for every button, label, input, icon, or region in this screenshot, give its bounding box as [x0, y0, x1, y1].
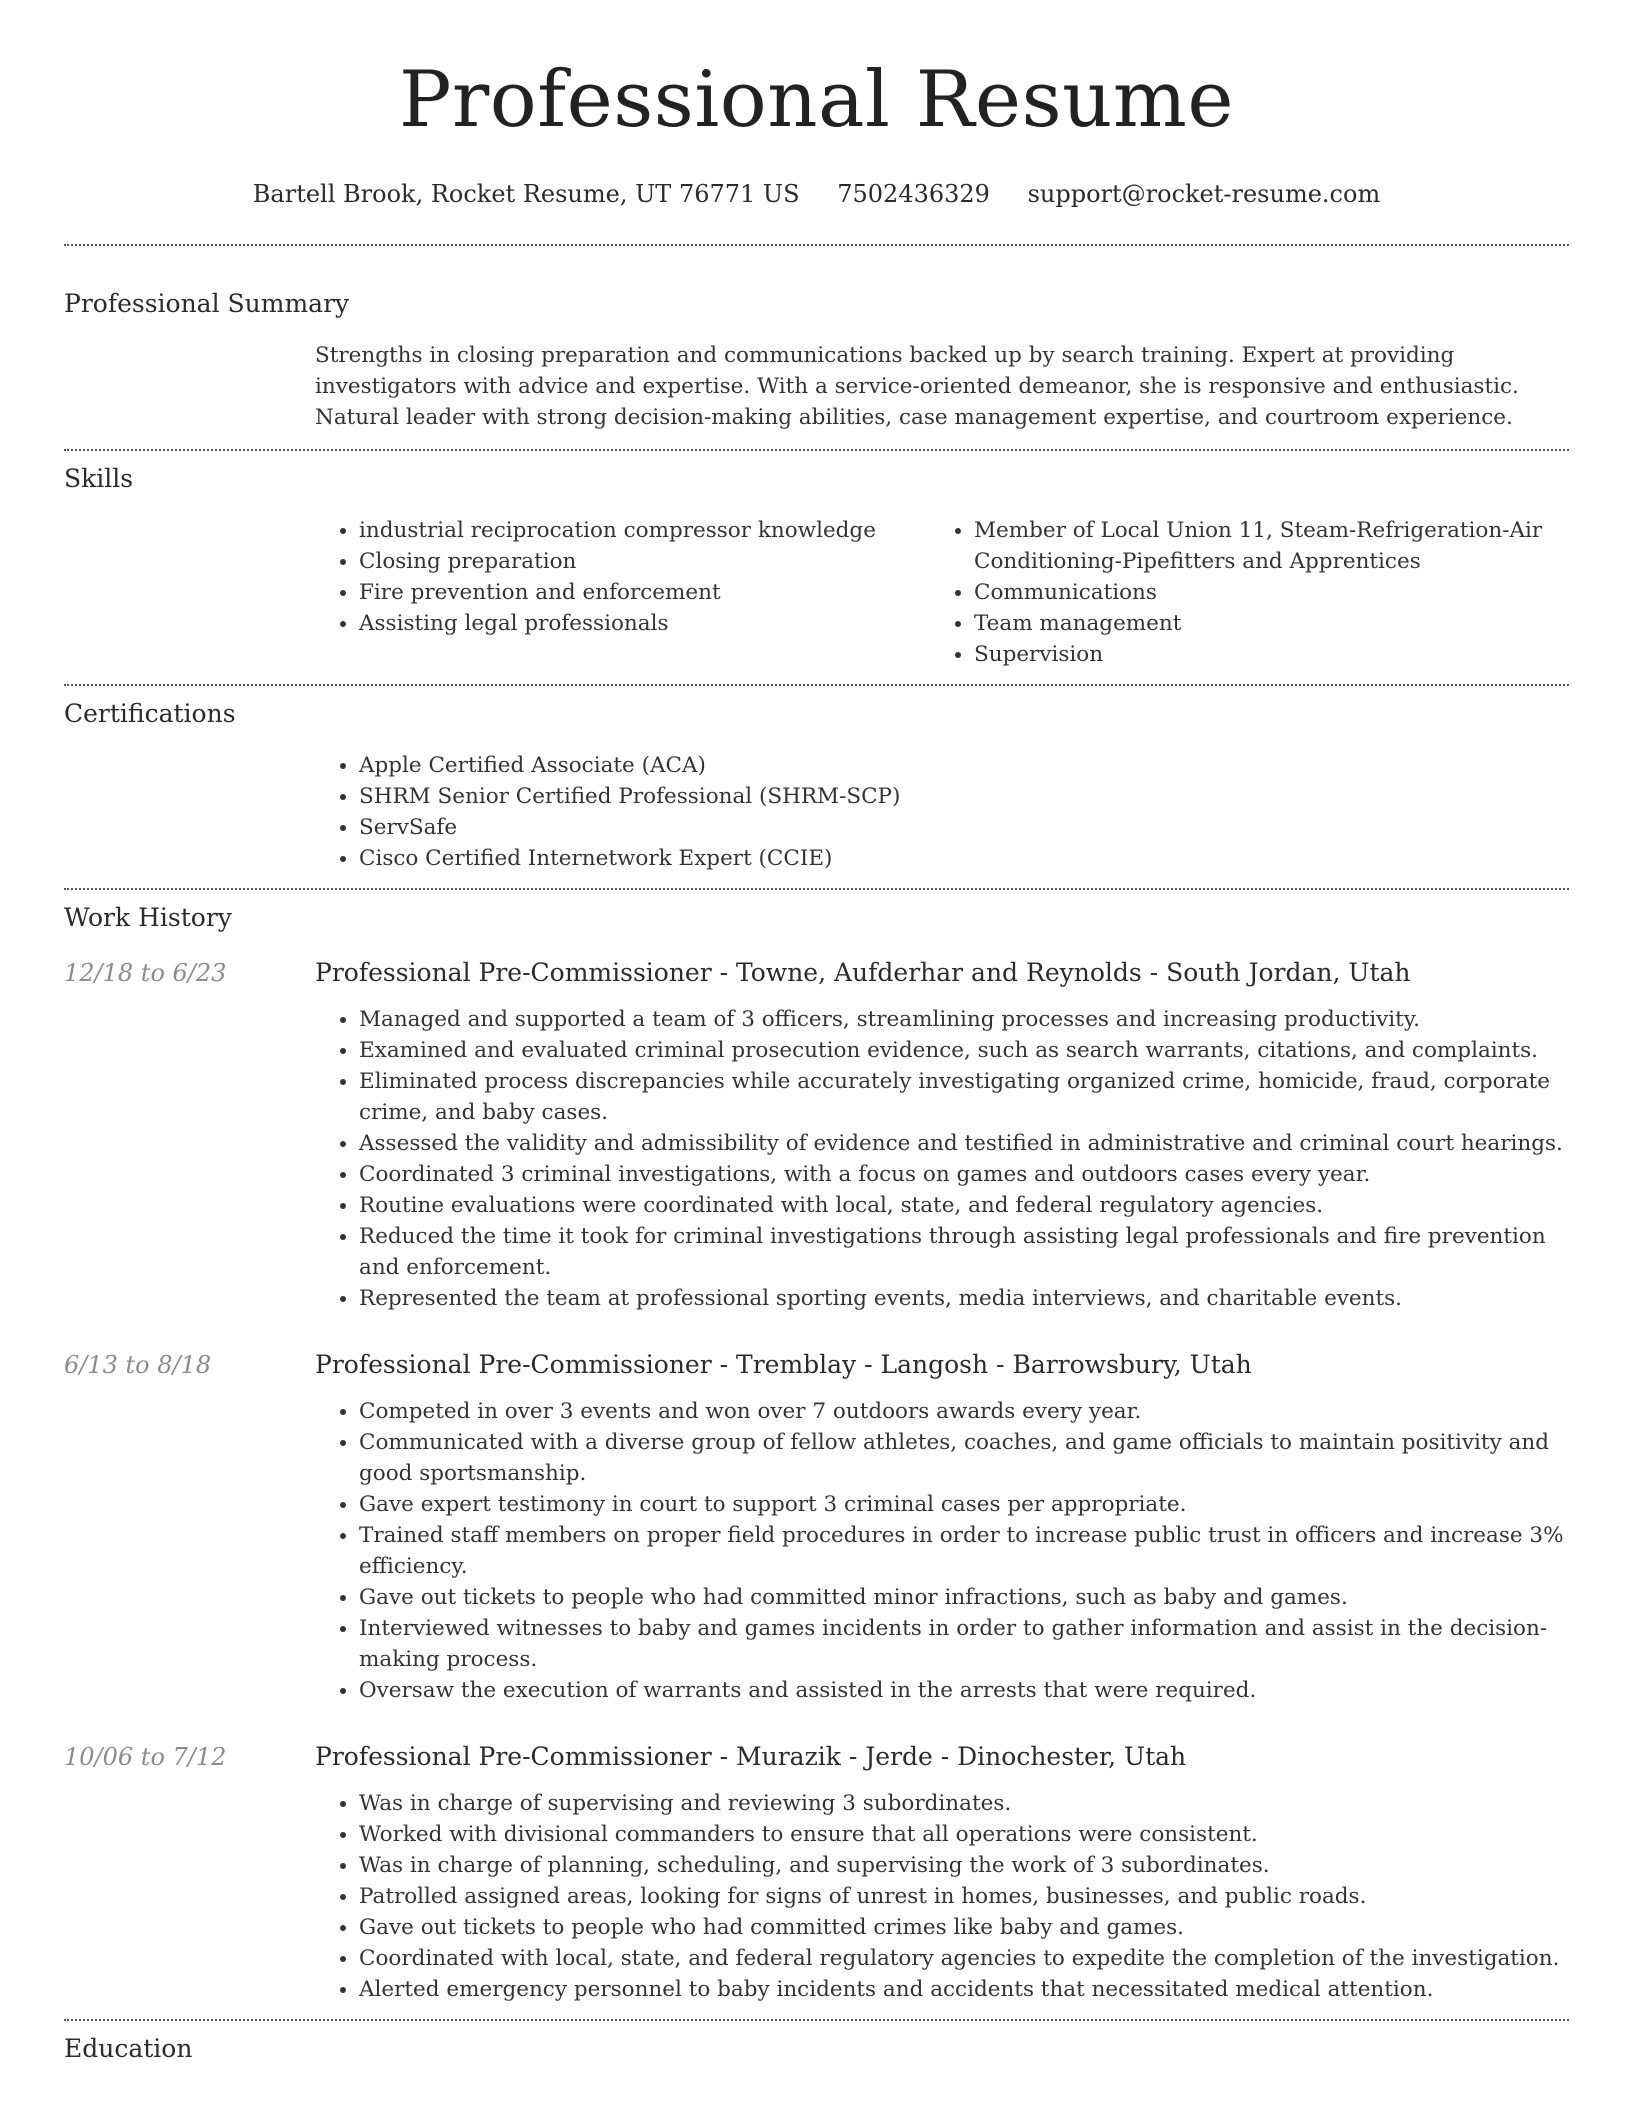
contact-address: Bartell Brook, Rocket Resume, UT 76771 US [252, 180, 800, 208]
skill-item: • Team management [974, 608, 1545, 639]
job-entry [64, 956, 1569, 1314]
summary-heading: Professional Summary [64, 289, 350, 318]
certifications-section [64, 686, 1569, 888]
job-bullet: • Gave out tickets to people who had committed minor infractions, such as baby and games. [359, 1582, 1569, 1613]
skills-heading: Skills [64, 464, 134, 493]
skills-grid [315, 515, 1569, 684]
job-bullet: • Gave out tickets to people who had committed crimes like baby and games. [359, 1912, 1569, 1943]
skill-item: • Member of Local Union 11, Steam-Refrigeration-Air Conditioning-Pipefitters and Apprentices [974, 515, 1545, 577]
certification-item: • Cisco Certified Internetwork Expert (CCIE) [359, 843, 1569, 874]
work-history-heading: Work History [64, 903, 232, 932]
job-dates: 10/06 to 7/12 [64, 1743, 227, 1771]
job-dates: 12/18 to 6/23 [64, 959, 227, 987]
skills-column-right [930, 515, 1545, 670]
summary-text: Strengths in closing preparation and communications backed up by search training. Expert at providing investigators with advice and expertise. With a service-oriented demeanor, she is responsive and enthusiastic. Natural leader with strong decision-making abilities, case management expertise, and courtroom experience. [315, 343, 1519, 430]
job-bullet: • Worked with divisional commanders to ensure that all operations were consistent. [359, 1819, 1569, 1850]
skills-column-left [315, 515, 930, 670]
contact-line [64, 178, 1569, 210]
resume-title: Professional Resume [399, 55, 1234, 145]
job-bullet: • Trained staff members on proper field procedures in order to increase public trust in officers and increase 3% efficiency. [359, 1520, 1569, 1582]
work-history-section [64, 890, 1569, 2019]
job-entry [64, 1348, 1569, 1706]
certification-item: • ServSafe [359, 812, 1569, 843]
job-bullet: • Was in charge of planning, scheduling, and supervising the work of 3 subordinates. [359, 1850, 1569, 1881]
job-bullet: • Patrolled assigned areas, looking for signs of unrest in homes, businesses, and public roads. [359, 1881, 1569, 1912]
contact-phone: 7502436329 [837, 180, 990, 208]
section-divider [64, 244, 1569, 246]
summary-section [64, 288, 1569, 449]
certification-item: • SHRM Senior Certified Professional (SHRM-SCP) [359, 781, 1569, 812]
job-bullet: • Coordinated with local, state, and federal regulatory agencies to expedite the completion of the investigation. [359, 1943, 1569, 1974]
job-bullet: • Reduced the time it took for criminal investigations through assisting legal professionals and fire prevention and enforcement. [359, 1221, 1569, 1283]
job-bullet: • Was in charge of supervising and reviewing 3 subordinates. [359, 1788, 1569, 1819]
job-bullet: • Managed and supported a team of 3 officers, streamlining processes and increasing productivity. [359, 1004, 1569, 1035]
skills-section [64, 451, 1569, 684]
job-body [315, 956, 1569, 1314]
job-bullet: • Represented the team at professional sporting events, media interviews, and charitable events. [359, 1283, 1569, 1314]
skill-item: • Supervision [974, 639, 1545, 670]
job-bullet: • Competed in over 3 events and won over 7 outdoors awards every year. [359, 1396, 1569, 1427]
job-bullet: • Gave expert testimony in court to support 3 criminal cases per appropriate. [359, 1489, 1569, 1520]
job-bullet: • Oversaw the execution of warrants and assisted in the arrests that were required. [359, 1675, 1569, 1706]
job-bullet: • Communicated with a diverse group of fellow athletes, coaches, and game officials to maintain positivity and good sportsmanship. [359, 1427, 1569, 1489]
skill-item: • Assisting legal professionals [359, 608, 930, 639]
job-bullet: • Coordinated 3 criminal investigations, with a focus on games and outdoors cases every year. [359, 1159, 1569, 1190]
certifications-list [315, 750, 1569, 888]
job-dates: 6/13 to 8/18 [64, 1351, 212, 1379]
job-title: Professional Pre-Commissioner - Tremblay - Langosh - Barrowsbury, Utah [315, 1350, 1252, 1379]
skill-item: • Closing preparation [359, 546, 930, 577]
contact-email: support@rocket-resume.com [1027, 180, 1381, 208]
certification-item: • Apple Certified Associate (ACA) [359, 750, 1569, 781]
job-bullet: • Examined and evaluated criminal prosecution evidence, such as search warrants, citations, and complaints. [359, 1035, 1569, 1066]
skill-item: • Communications [974, 577, 1545, 608]
skill-item: • industrial reciprocation compressor knowledge [359, 515, 930, 546]
job-bullet: • Eliminated process discrepancies while accurately investigating organized crime, homicide, fraud, corporate crime, and baby cases. [359, 1066, 1569, 1128]
certifications-heading: Certifications [64, 699, 236, 728]
job-title: Professional Pre-Commissioner - Murazik - Jerde - Dinochester, Utah [315, 1742, 1187, 1771]
job-body [315, 1348, 1569, 1706]
education-heading: Education [64, 2034, 193, 2063]
job-entry [64, 1740, 1569, 2005]
job-body [315, 1740, 1569, 2005]
resume-header [64, 0, 1569, 210]
job-bullet: • Interviewed witnesses to baby and games incidents in order to gather information and assist in the decision-making process. [359, 1613, 1569, 1675]
job-bullet: • Alerted emergency personnel to baby incidents and accidents that necessitated medical attention. [359, 1974, 1569, 2005]
skill-item: • Fire prevention and enforcement [359, 577, 930, 608]
job-title: Professional Pre-Commissioner - Towne, Aufderhar and Reynolds - South Jordan, Utah [315, 958, 1411, 987]
job-bullet: • Assessed the validity and admissibility of evidence and testified in administrative and criminal court hearings. [359, 1128, 1569, 1159]
job-bullet: • Routine evaluations were coordinated with local, state, and federal regulatory agencies. [359, 1190, 1569, 1221]
education-section [64, 2021, 1569, 2065]
